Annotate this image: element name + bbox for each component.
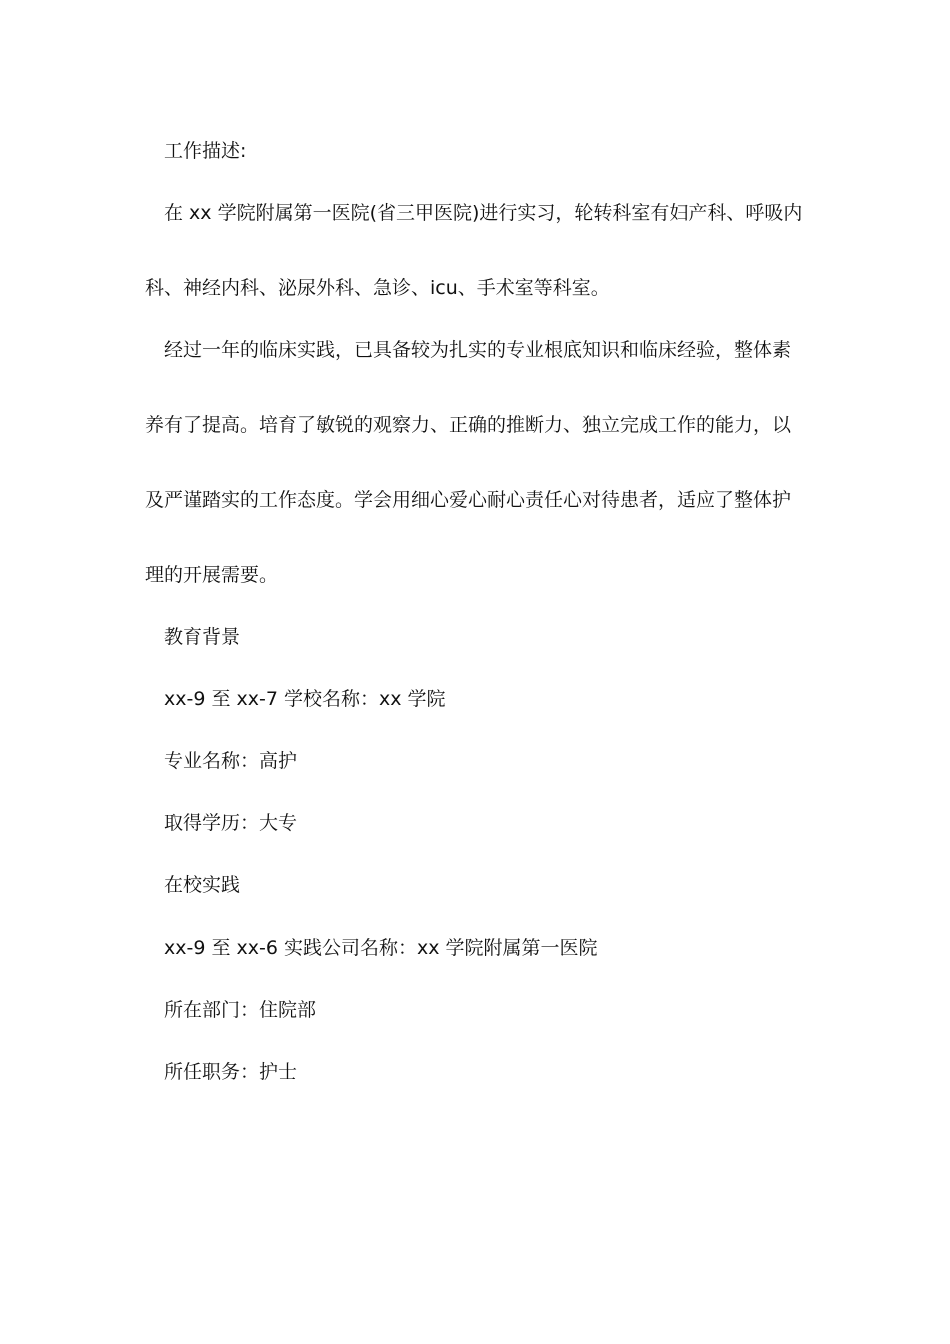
practice-heading: 在校实践	[164, 874, 241, 896]
education-period-school: xx-9 至 xx-7 学校名称：xx 学院	[164, 688, 446, 710]
practice-position: 所任职务：护士	[164, 1061, 298, 1083]
job-description-paragraph-2-line-1: 经过一年的临床实践，已具备较为扎实的专业根底知识和临床经验，整体素	[164, 339, 792, 361]
job-description-paragraph-1-line-1: 在 xx 学院附属第一医院(省三甲医院)进行实习，轮转科室有妇产科、呼吸内	[164, 202, 803, 224]
education-heading: 教育背景	[164, 626, 241, 648]
education-major: 专业名称：高护	[164, 750, 298, 772]
job-description-paragraph-1-line-2: 科、神经内科、泌尿外科、急诊、icu、手术室等科室。	[145, 277, 610, 299]
job-description-paragraph-2-line-4: 理的开展需要。	[145, 564, 279, 586]
practice-department: 所在部门：住院部	[164, 999, 317, 1021]
job-description-paragraph-2-line-3: 及严谨踏实的工作态度。学会用细心爱心耐心责任心对待患者，适应了整体护	[145, 489, 792, 511]
education-degree: 取得学历：大专	[164, 812, 298, 834]
job-description-heading: 工作描述:	[164, 140, 247, 162]
practice-period-company: xx-9 至 xx-6 实践公司名称：xx 学院附属第一医院	[164, 937, 598, 959]
job-description-paragraph-2-line-2: 养有了提高。培育了敏锐的观察力、正确的推断力、独立完成工作的能力，以	[145, 414, 792, 436]
